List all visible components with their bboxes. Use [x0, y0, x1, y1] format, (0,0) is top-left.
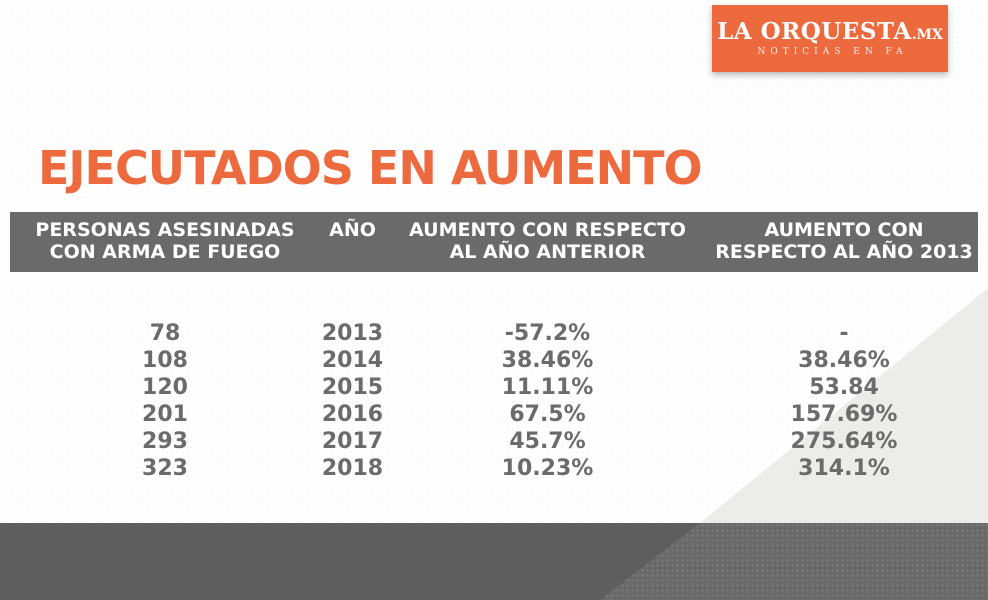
footer-band [0, 523, 988, 600]
table-row [10, 428, 978, 455]
cell-year: 2013 [321, 321, 384, 346]
cell-killed: 201 [142, 402, 188, 427]
cell-year: 2018 [321, 456, 384, 481]
cell-killed: 120 [142, 375, 188, 400]
table-row [10, 320, 978, 347]
table-row [10, 347, 978, 374]
header-year [320, 212, 385, 272]
cell-killed: 78 [149, 321, 181, 346]
cell-vs-prev: 45.7% [509, 429, 586, 454]
cell-vs-prev: 38.46% [501, 348, 594, 373]
header-killed [10, 212, 320, 272]
la-orquesta-logo [712, 5, 948, 72]
logo-title [717, 20, 943, 43]
logo-tagline: NOTICIAS EN FA [757, 47, 908, 57]
header-vs-prev-line1: AUMENTO CON RESPECTO [409, 219, 686, 241]
header-vs-prev [385, 212, 710, 272]
cell-year: 2016 [321, 402, 384, 427]
header-vs-2013-line2: RESPECTO AL AÑO 2013 [715, 241, 973, 263]
table-body [10, 320, 978, 482]
cell-vs-2013: - [839, 321, 849, 346]
header-killed-line1: PERSONAS ASESINADAS [35, 219, 295, 241]
header-year-line1: AÑO [329, 219, 376, 241]
cell-vs-2013: 314.1% [798, 456, 890, 481]
cell-vs-prev: 11.11% [501, 375, 594, 400]
cell-killed: 323 [142, 456, 188, 481]
table-header-row [10, 212, 978, 272]
page-title: EJECUTADOS EN AUMENTO [38, 141, 702, 195]
header-vs-prev-line2: AL AÑO ANTERIOR [449, 241, 646, 263]
table-row [10, 401, 978, 428]
cell-year: 2017 [321, 429, 384, 454]
cell-vs-prev: 10.23% [501, 456, 594, 481]
cell-vs-2013: 275.64% [790, 429, 898, 454]
header-vs-2013-line1: AUMENTO CON [764, 219, 924, 241]
table-row [10, 455, 978, 482]
logo-domain-text: .MX [911, 27, 943, 43]
cell-vs-2013: 157.69% [790, 402, 898, 427]
header-vs-2013 [710, 212, 978, 272]
logo-name-text: LA ORQUESTA [717, 18, 912, 45]
cell-vs-2013: 38.46% [798, 348, 890, 373]
table-row [10, 374, 978, 401]
cell-killed: 108 [142, 348, 188, 373]
cell-year: 2014 [321, 348, 384, 373]
cell-vs-prev: -57.2% [504, 321, 591, 346]
footer-diagonal-light [0, 523, 988, 600]
cell-vs-prev: 67.5% [509, 402, 586, 427]
header-killed-line2: CON ARMA DE FUEGO [49, 241, 281, 263]
cell-killed: 293 [142, 429, 188, 454]
cell-vs-2013: 53.84 [809, 375, 879, 400]
cell-year: 2015 [321, 375, 384, 400]
